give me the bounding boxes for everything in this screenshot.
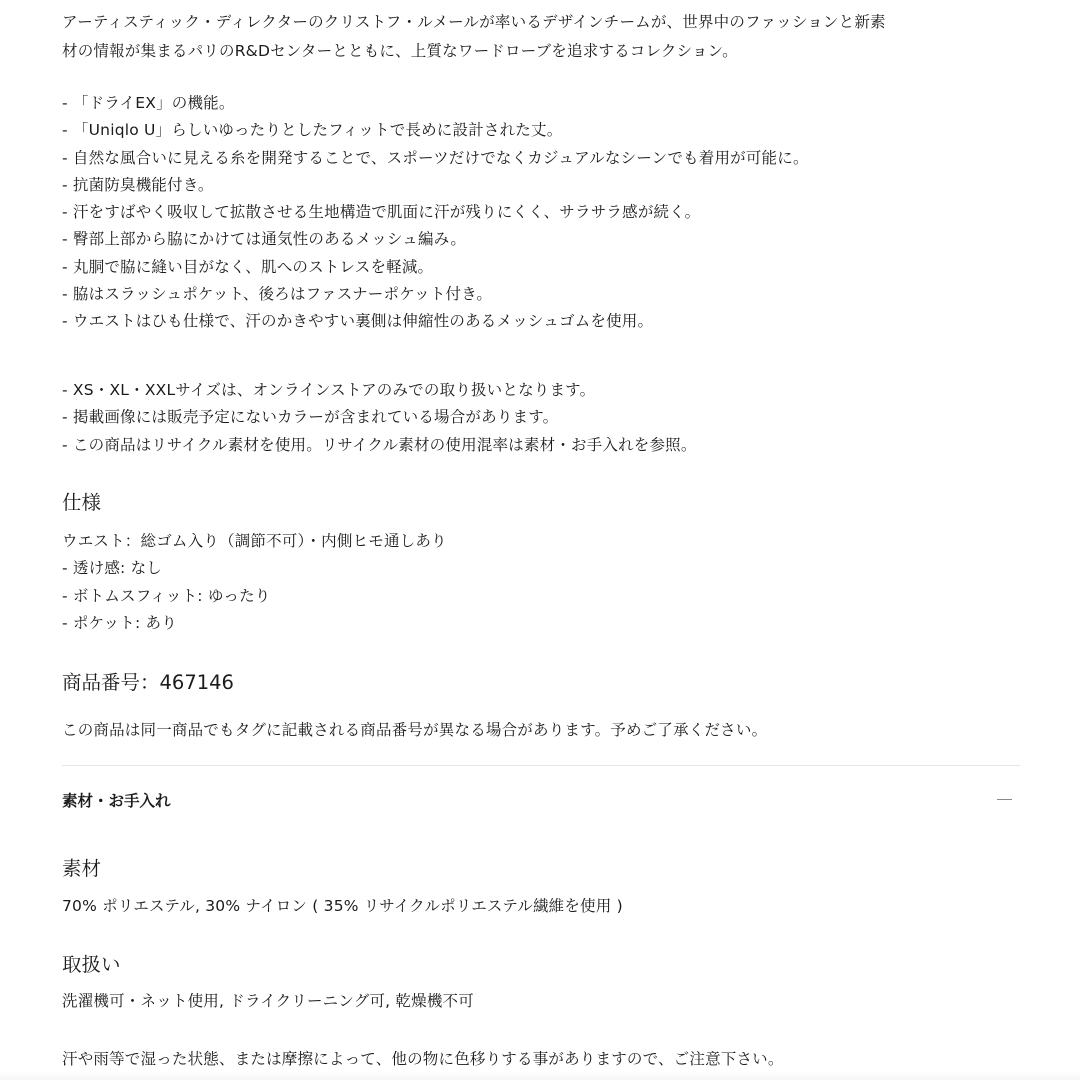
collection-intro <box>62 8 886 66</box>
feature-item: - 脇はスラッシュポケット、後ろはファスナーポケット付き。 <box>62 285 493 304</box>
section-divider <box>62 765 1020 766</box>
feature-item: - 「Uniqlo U」らしいゆったりとしたフィットで長めに設計された丈。 <box>62 121 563 140</box>
feature-item: - 自然な風合いに見える糸を開発することで、スポーツだけでなくカジュアルなシーンでも着用が可能に。 <box>62 148 809 167</box>
feature-item: - 丸胴で脇に縫い目がなく、肌へのストレスを軽減。 <box>62 257 434 276</box>
intro-line-1: アーティスティック・ディレクターのクリストフ・ルメールが率いるデザインチームが、世界中のファッションと新素 <box>62 13 886 31</box>
materials-care-accordion-header[interactable] <box>62 784 1020 818</box>
color-transfer-warning: 汗や雨等で湿った状態、または摩擦によって、他の物に色移りする事がありますので、ご注意下さい。 <box>62 1050 784 1068</box>
feature-item: - 抗菌防臭機能付き。 <box>62 175 214 194</box>
material-composition: 70% ポリエステル, 30% ナイロン ( 35% リサイクルポリエステル繊維を使用 ) <box>62 897 623 915</box>
product-number <box>62 668 234 698</box>
spec-item: ウエスト：総ゴム入り（調節不可）・内側ヒモ通しあり <box>62 532 447 550</box>
care-instructions: 洗濯機可・ネット使用, ドライクリーニング可, 乾燥機不可 <box>62 992 474 1010</box>
spec-item: - ポケット: あり <box>62 613 177 632</box>
intro-line-2: 材の情報が集まるパリのR&Dセンターとともに、上質なワードローブを追求するコレクション。 <box>62 42 738 60</box>
spec-item: - ボトムスフィット: ゆったり <box>62 586 271 605</box>
bottom-edge-fade <box>0 1072 1080 1080</box>
feature-item: - 臀部上部から脇にかけては通気性のあるメッシュ編み。 <box>62 230 467 249</box>
note-item: - この商品はリサイクル素材を使用。リサイクル素材の使用混率は素材・お手入れを参照。 <box>62 435 697 454</box>
feature-item: - ウエストはひも仕様で、汗のかきやすい裏側は伸縮性のあるメッシュゴムを使用。 <box>62 312 654 331</box>
note-item: - XS・XL・XXLサイズは、オンラインストアのみでの取り扱いとなります。 <box>62 381 596 399</box>
materials-care-title: 素材・お手入れ <box>62 792 171 810</box>
material-heading: 素材 <box>62 857 102 880</box>
spec-item: - 透け感: なし <box>62 559 162 578</box>
product-number-label: 商品番号： <box>62 671 160 694</box>
product-number-note: この商品は同一商品でもタグに記載される商品番号が異なる場合があります。予めご了承ください。 <box>62 721 768 739</box>
note-item: - 掲載画像には販売予定にないカラーが含まれている場合があります。 <box>62 408 559 427</box>
care-heading: 取扱い <box>62 953 121 976</box>
minus-icon[interactable] <box>997 799 1012 800</box>
notes-list <box>62 377 697 459</box>
feature-item: - 汗をすばやく吸収して拡散させる生地構造で肌面に汗が残りにくく、サラサラ感が続く。 <box>62 203 701 222</box>
feature-list <box>62 90 809 336</box>
feature-item: - 「ドライEX」の機能。 <box>62 94 235 112</box>
product-number-value: 467146 <box>159 671 234 694</box>
specs-heading: 仕様 <box>62 491 102 514</box>
specs-list <box>62 528 447 637</box>
